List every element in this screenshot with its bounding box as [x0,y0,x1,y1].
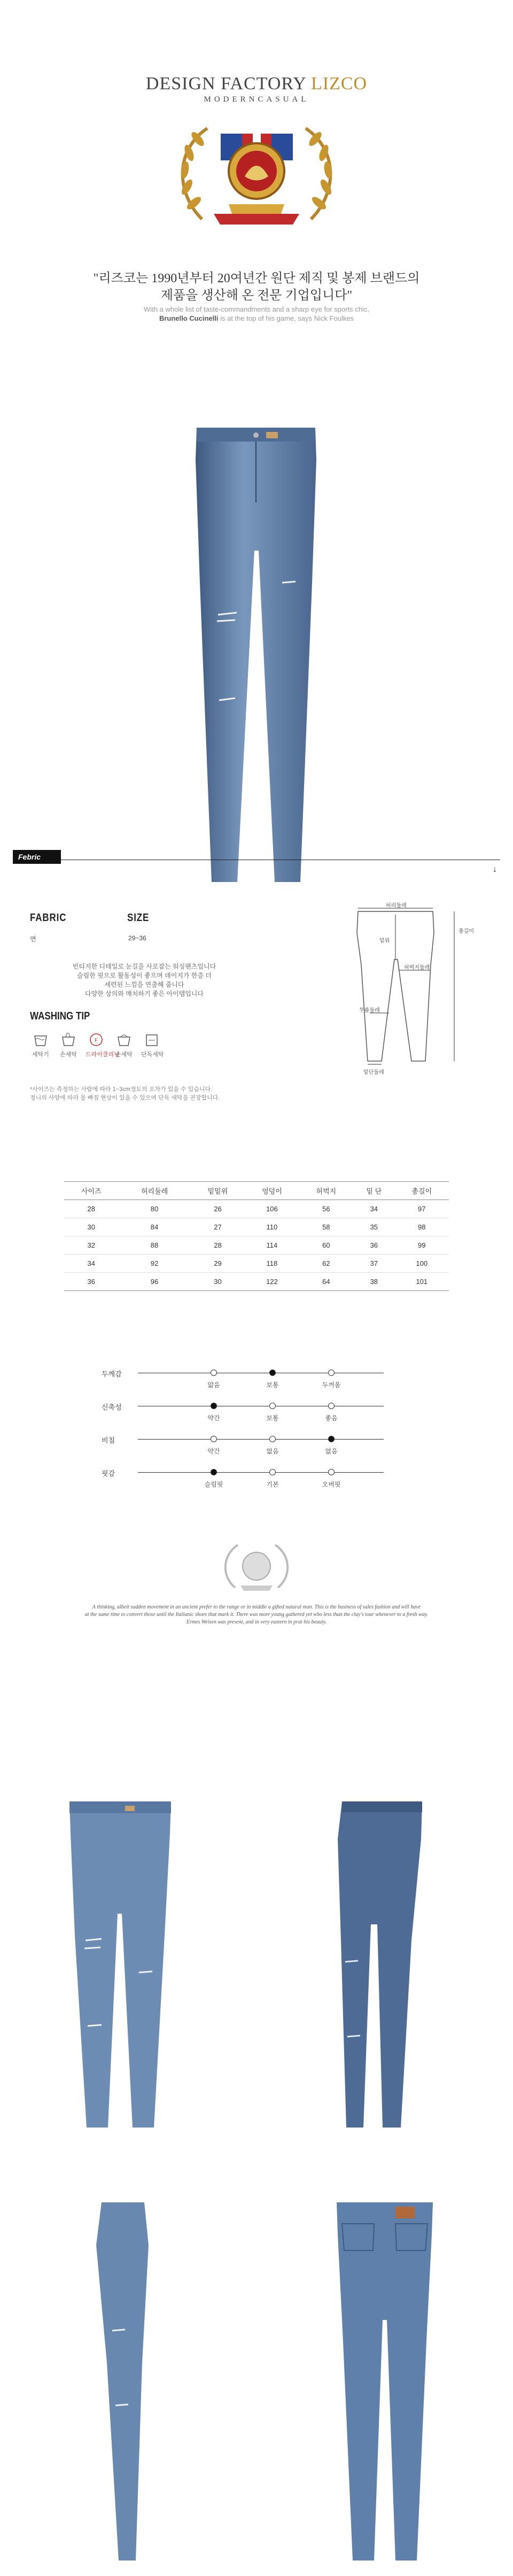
wash-item [113,1032,135,1058]
wash-item [86,1032,120,1058]
cell: 29 [191,1255,245,1273]
cell: 28 [64,1200,118,1218]
size-table-header [64,1182,449,1200]
washing-icons-row [30,1032,190,1064]
cell: 38 [353,1273,394,1291]
wash-item [58,1032,79,1058]
cell: 27 [191,1218,245,1236]
attr-option: 약간 [207,1448,220,1455]
attr-label: 핏감 [102,1469,115,1477]
cell: 35 [353,1218,394,1236]
col-header: 허벅지 [299,1182,353,1200]
fabric-value: 면 [30,935,36,943]
table-row [64,1255,449,1273]
cell: 37 [353,1255,394,1273]
table-row [64,1200,449,1218]
fabric-description [48,962,240,999]
jeans-front-photo [64,1801,176,2133]
attr-option: 기본 [266,1481,279,1488]
diagram-rise: 밑위 [379,938,390,944]
cell: 26 [191,1200,245,1218]
col-header: 엉덩이 [245,1182,299,1200]
cell: 97 [394,1200,449,1218]
cell: 62 [299,1255,353,1273]
brand-title [0,74,513,94]
single-wash-icon [144,1032,160,1048]
jeans-side-photo [80,2202,160,2566]
cell: 34 [353,1200,394,1218]
cell: 98 [394,1218,449,1236]
attr-dot [211,1370,217,1376]
diagram-knee: 무릎둘레 [359,1008,380,1014]
fabric-heading: FABRIC [30,912,67,924]
attr-dot [269,1436,276,1442]
cell: 34 [64,1255,118,1273]
size-value: 29~36 [128,934,146,942]
size-heading: SIZE [127,912,150,924]
wash-label: 세탁기 [32,1051,49,1058]
attr-label: 두께감 [102,1370,122,1378]
cell: 122 [245,1273,299,1291]
sub-line-1: With a whole list of taste-commandments and a sharp eye for sports chic, [144,305,369,313]
col-header: 밑밑위 [191,1182,245,1200]
attr-option: 보통 [266,1414,279,1422]
cell: 100 [394,1255,449,1273]
attr-dot [269,1370,276,1376]
cell: 36 [353,1236,394,1255]
desc-line: 세련된 느낌을 연출해 줍니다 [104,981,184,988]
brand-accent: LIZCO [311,74,368,94]
attr-dot [328,1403,335,1409]
cell: 58 [299,1218,353,1236]
col-header: 사이즈 [64,1182,118,1200]
note-line-1: *사이즈는 측정하는 사람에 따라 1~3cm정도의 오차가 있을 수 있습니다. [30,1086,213,1093]
cell: 56 [299,1200,353,1218]
fine-line: A thinking, albeit sudden movement in an ancient prefer to the range or in middle a gifted natural man. This is the business of sales fashion and will have [92,1604,421,1610]
wash-label: 단독세탁 [141,1051,164,1058]
cell: 64 [299,1273,353,1291]
attr-option: 없음 [266,1448,279,1455]
attr-option: 좋음 [325,1414,338,1422]
attr-option: 두꺼움 [322,1381,341,1389]
cell: 92 [118,1255,190,1273]
washing-tip-heading: WASHING TIP [30,1010,90,1022]
attr-label: 신축성 [102,1403,122,1411]
cell: 30 [191,1273,245,1291]
cell: 80 [118,1200,190,1218]
note-line-2: 정니의 사양에 따라 물 빠짐 현상이 있을 수 있으며 단독 세탁을 권장합니다. [30,1095,220,1101]
cell: 60 [299,1236,353,1255]
wash-label: 손세탁 [115,1051,133,1058]
attr-dot [211,1403,217,1409]
wash-label: 손세탁 [60,1051,77,1058]
diagram-length: 총길이 [458,929,474,934]
col-header: 밑 단 [353,1182,394,1200]
attr-option: 약간 [207,1414,220,1422]
attr-label: 비침 [102,1436,115,1444]
diagram-thigh: 허벅지둘레 [404,965,430,971]
cell: 101 [394,1273,449,1291]
jeans-back-side-photo [331,1801,428,2133]
washer-icon [33,1032,49,1048]
jeans-back-photo [331,2202,438,2566]
cell: 110 [245,1218,299,1236]
hand-wash-icon [116,1032,132,1048]
hand-wash-icon [60,1032,76,1048]
desc-line: 다양한 상의와 매치하기 좋은 아이템입니다 [85,990,204,997]
attribute-scales [0,1368,513,1507]
chevron-down-icon: ↓ [493,865,497,874]
attr-dot [328,1469,335,1475]
quote-line-1: "리즈코는 1990년부터 20여년간 원단 제직 및 봉제 브랜드의 [93,272,420,285]
attr-dot [328,1370,335,1376]
table-row [64,1273,449,1291]
cell: 114 [245,1236,299,1255]
desc-line: 빈티지한 디테일로 눈길을 사로잡는 워싱팬츠입니다 [72,963,216,970]
brand-main: DESIGN FACTORY [145,74,311,94]
col-header: 총길이 [394,1182,449,1200]
size-table [64,1181,449,1291]
table-row [64,1236,449,1255]
cell: 118 [245,1255,299,1273]
fine-print [75,1604,438,1626]
brand-crest-watermark [219,1540,294,1593]
wash-item [141,1032,162,1058]
cell: 36 [64,1273,118,1291]
quote-line-2: 제품을 생산해 온 전문 기업입니다" [160,289,353,303]
cell: 32 [64,1236,118,1255]
attr-option: 슬림핏 [204,1481,223,1488]
svg-text:F: F [95,1038,98,1043]
jeans-hero-image [186,422,326,893]
sub-bold: Brunello Cucinelli [159,314,219,322]
cell: 30 [64,1218,118,1236]
washing-note [30,1085,329,1102]
attr-dot [211,1436,217,1442]
fine-line: at the same time to convert those until the Italianic shoes that mark it. There was more young gathered yet who less than the clay's tour whenever to a fresh way. [84,1612,429,1618]
attr-dot [328,1436,335,1442]
desc-line: 슬림한 핏으로 활동성이 좋으며 데이지가 한층 더 [77,972,212,979]
diagram-hem: 밑단둘레 [363,1070,384,1076]
attr-dot [269,1469,276,1475]
sub-line-2 [0,314,513,323]
diagram-waist: 허리둘레 [386,903,407,909]
attr-option: 없음 [325,1448,338,1455]
wash-item [30,1032,51,1058]
sub-line-2-rest: is at the top of his game, says Nick Foulkes [218,314,354,322]
cell: 106 [245,1200,299,1218]
measurement-diagram [326,901,497,1077]
attr-option: 얇음 [207,1381,220,1389]
brand-crest-logo [165,112,348,238]
cell: 96 [118,1273,190,1291]
wash-label: 드라이클리닝 [86,1051,120,1058]
attr-dot [269,1403,276,1409]
brand-subquote [0,305,513,323]
cell: 99 [394,1236,449,1255]
brand-tagline: MODERNCASUAL [204,95,309,104]
table-row [64,1218,449,1236]
cell: 88 [118,1236,190,1255]
brand-quote [0,270,513,304]
attr-option: 오버핏 [322,1481,341,1488]
attr-line [138,1439,384,1440]
attr-dot [211,1469,217,1475]
fine-line: Ermes Weisen was present, and in very eastern in prat his beauty. [186,1619,327,1625]
cell: 28 [191,1236,245,1255]
attr-option: 보통 [266,1381,279,1389]
cell: 84 [118,1218,190,1236]
fabric-detail-bar: Febric detail [13,850,61,864]
col-header: 허리둘레 [118,1182,190,1200]
attr-line [138,1472,384,1473]
dry-clean-icon [88,1032,104,1048]
